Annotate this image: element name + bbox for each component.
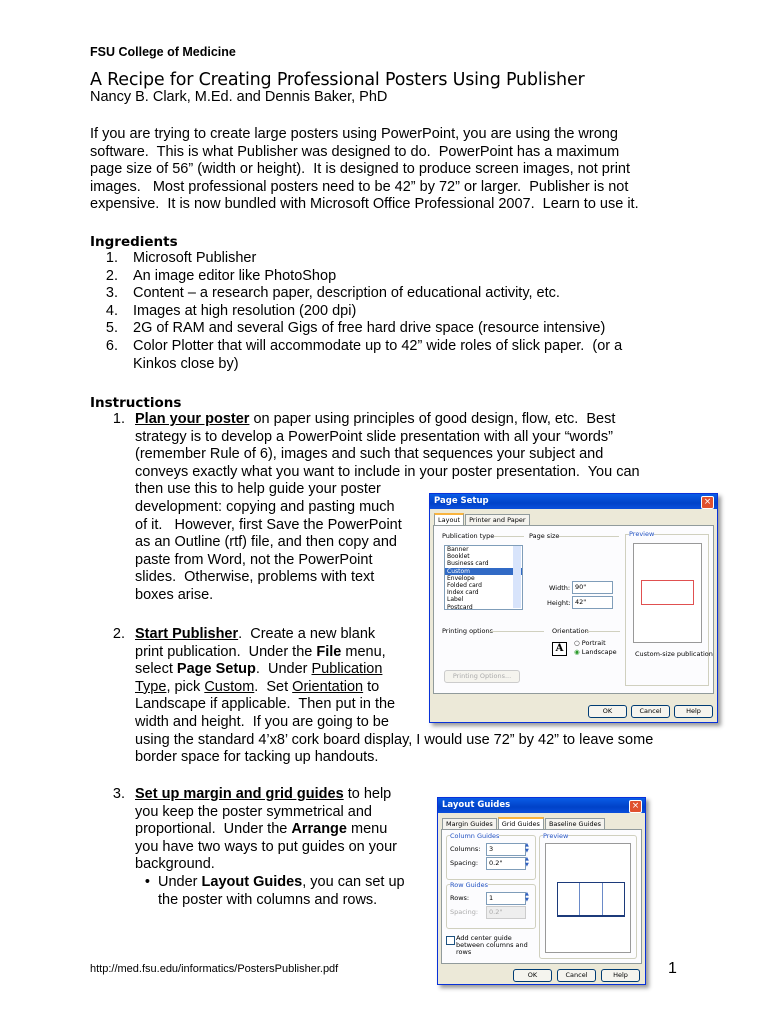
center-guide-checkbox[interactable] — [446, 936, 455, 945]
text-line — [90, 161, 639, 179]
preview-label: Preview — [629, 530, 655, 538]
text-line — [135, 749, 653, 767]
spacing-label: Spacing: — [450, 859, 479, 867]
text-span: Layout Guides — [201, 874, 303, 890]
item-text: Microsoft Publisher — [133, 250, 257, 266]
intro-paragraph — [90, 126, 639, 214]
text-line — [135, 856, 397, 874]
text-line — [135, 804, 397, 822]
text-span: you keep the poster symmetrical and — [135, 803, 372, 820]
ingredients-heading: Ingredients — [90, 234, 178, 250]
orientation-label: Orientation — [552, 627, 589, 635]
item-number: 4. — [105, 302, 118, 319]
text-span: File — [316, 643, 342, 660]
text-span: to help — [343, 786, 392, 802]
radio-landscape[interactable]: ◉ Landscape — [574, 648, 617, 656]
text-span: . Set — [254, 678, 293, 695]
text-span: slides. Otherwise, problems with text — [135, 569, 375, 586]
item-text: Content – a research paper, description of educational activity, etc. — [133, 285, 560, 302]
ok-button[interactable]: OK — [513, 969, 552, 982]
ingredient-item — [90, 285, 690, 303]
ingredient-item — [90, 250, 690, 268]
item-text: 2G of RAM and several Gigs of free hard drive space (resource intensive) — [133, 320, 606, 337]
ok-button[interactable]: OK — [588, 705, 627, 718]
text-span: . Under — [255, 661, 312, 678]
text-line — [90, 196, 639, 214]
item-number: 5. — [105, 320, 118, 337]
text-span: border space for tacking up handouts. — [135, 749, 379, 766]
text-span: using the standard 4’x8’ cork board display, I would use 72” by 42” to leave some — [135, 731, 654, 748]
text-span: Page Setup — [176, 661, 256, 678]
text-span: Landscape if applicable. Then put in the — [135, 696, 396, 713]
instructions-heading: Instructions — [90, 395, 182, 411]
item-number: 6. — [105, 337, 118, 354]
text-span: (remember Rule of 6), images and such that sequences your subject and — [135, 446, 604, 463]
text-span: select — [135, 661, 177, 678]
ingredient-item — [90, 268, 690, 286]
cancel-button[interactable]: Cancel — [631, 705, 670, 718]
text-span: strategy is to develop a PowerPoint slide presentation with all your “words” — [135, 428, 613, 445]
text-span: proportional. Under the — [135, 821, 292, 838]
preview-group — [539, 832, 637, 959]
ingredient-item — [90, 356, 690, 374]
text-span: background. — [135, 856, 215, 873]
radio-portrait[interactable]: ○ Portrait — [574, 639, 606, 647]
preview-label: Preview — [543, 832, 569, 840]
preview-grid — [557, 882, 625, 917]
step-number: 1. — [112, 411, 125, 427]
preview-caption: Custom-size publication — [635, 650, 713, 658]
footer-url[interactable]: http://med.fsu.edu/informatics/PostersPublisher.pdf — [90, 963, 339, 975]
text-span: page size of 56” (width or height). It is designed to produce screen images, not print — [90, 161, 631, 178]
page-setup-tabs — [434, 513, 531, 525]
text-line — [158, 874, 405, 892]
rows-label: Rows: — [450, 894, 470, 902]
page-number: 1 — [668, 960, 677, 977]
orientation-icon: A — [552, 642, 567, 656]
dialog-title: Page Setup — [430, 494, 717, 509]
row-spacing-input[interactable]: 0.2" — [486, 906, 526, 919]
publication-type-option[interactable]: Booklet — [447, 553, 470, 561]
row-guides-label: Row Guides — [450, 881, 489, 889]
columns-label: Columns: — [450, 845, 481, 853]
text-span: you have two ways to put guides on your — [135, 838, 397, 855]
item-text: Color Plotter that will accommodate up to 42” wide roles of slick paper. (or a — [133, 337, 623, 354]
publication-type-option[interactable]: Postcard — [447, 603, 473, 610]
spacing-spinner[interactable]: ▲ ▼ — [525, 856, 529, 868]
org-header: FSU College of Medicine — [90, 45, 236, 59]
publication-type-option[interactable]: Banner — [447, 546, 469, 553]
text-line — [135, 446, 640, 464]
cancel-button[interactable]: Cancel — [557, 969, 596, 982]
page-setup-dialog — [429, 493, 718, 723]
text-span: If you are trying to create large posters using PowerPoint, you are using the wrong — [90, 126, 618, 142]
bullet-layout-guides — [144, 874, 405, 909]
width-input[interactable]: 90" — [572, 581, 613, 594]
step-number: 2. — [112, 626, 125, 642]
text-span: Under — [158, 874, 202, 890]
publication-type-label: Publication type — [442, 532, 495, 540]
help-button[interactable]: Help — [601, 969, 640, 982]
text-line — [158, 892, 405, 910]
text-line — [90, 126, 639, 144]
row-guides-group — [446, 881, 536, 929]
close-icon[interactable]: × — [701, 496, 714, 509]
rows-spinner[interactable]: ▲ ▼ — [525, 891, 529, 903]
bullet: • — [144, 874, 150, 890]
text-span: Orientation — [292, 678, 364, 695]
column-spacing-input[interactable]: 0.2" — [486, 857, 526, 870]
step-number: 3. — [112, 786, 125, 802]
text-span: development: copying and pasting much — [135, 498, 395, 515]
preview-poster — [641, 580, 694, 605]
text-line — [135, 839, 397, 857]
tab-baseline-guides[interactable]: Baseline Guides — [545, 818, 605, 829]
text-line — [135, 429, 640, 447]
publication-type-option[interactable]: Folded card — [447, 582, 482, 590]
text-span: print publication. Under the — [135, 643, 317, 660]
text-span: software. This is what Publisher was designed to do. PowerPoint has a maximum — [90, 143, 620, 160]
text-span: , you can set up — [302, 874, 405, 890]
item-number: 3. — [105, 285, 118, 302]
text-line — [135, 821, 397, 839]
printing-options-button[interactable]: Printing Options... — [444, 670, 520, 683]
columns-input[interactable]: 3 — [486, 843, 526, 856]
column-guides-group — [446, 832, 536, 880]
text-span: of it. However, first Save the PowerPoint — [135, 516, 402, 533]
text-span: to — [363, 678, 380, 695]
page-size-label: Page size — [529, 532, 560, 540]
columns-spinner[interactable]: ▲ ▼ — [525, 842, 529, 854]
text-span: images. Most professional posters need to be 42” by 72” or larger. Publisher is not — [90, 178, 629, 195]
item-text: Images at high resolution (200 dpi) — [133, 302, 357, 319]
text-span: Set up margin and grid guides — [135, 786, 344, 802]
text-span: Plan your poster — [135, 411, 250, 427]
text-span: . Create a new blank — [238, 626, 376, 642]
row-spacing-label: Spacing: — [450, 908, 479, 916]
preview-page — [545, 843, 631, 953]
text-span: Type — [135, 678, 167, 695]
text-span: Arrange — [291, 821, 347, 838]
text-span: Start Publisher — [135, 626, 239, 642]
step-3 — [112, 786, 397, 874]
text-span: the poster with columns and rows. — [158, 891, 378, 908]
layout-guides-dialog — [437, 797, 646, 985]
text-span: , pick — [166, 678, 205, 695]
dialog-title: Layout Guides — [438, 798, 645, 813]
text-span: as an Outline (rtf) file, and then copy and — [135, 534, 397, 551]
publication-type-option[interactable]: Custom — [445, 568, 522, 575]
ingredient-item — [90, 338, 690, 356]
text-span: width and height. If you are going to be — [135, 713, 389, 730]
tab-margin-guides[interactable]: Margin Guides — [442, 818, 497, 829]
document-title: A Recipe for Creating Professional Posters Using Publisher — [90, 70, 585, 90]
tab-layout[interactable]: Layout — [434, 513, 464, 525]
text-span: paste from Word, not the PowerPoint — [135, 551, 373, 568]
tab-printer-and-paper[interactable]: Printer and Paper — [465, 514, 529, 525]
rows-input[interactable]: 1 — [486, 892, 526, 905]
text-line — [90, 144, 639, 162]
printing-options-label: Printing options — [442, 627, 494, 635]
text-span: Custom — [204, 678, 255, 695]
publication-type-option[interactable]: Label — [447, 596, 464, 604]
layout-panel — [433, 525, 714, 694]
text-span: boxes arise. — [135, 586, 214, 603]
height-input[interactable]: 42" — [572, 596, 613, 609]
close-icon[interactable]: × — [629, 800, 642, 813]
text-span: on paper using principles of good design, flow, etc. Best — [249, 411, 616, 427]
text-span: menu — [346, 821, 388, 838]
text-span: conveys exactly what you want to include in your poster presentation. You can — [135, 463, 640, 480]
text-line — [135, 786, 397, 804]
height-label: Height: — [547, 599, 571, 607]
publication-type-option[interactable]: Index card — [447, 589, 479, 597]
item-number: 2. — [105, 267, 118, 284]
item-text: Kinkos close by) — [133, 355, 239, 372]
width-label: Width: — [549, 584, 571, 592]
preview-page — [633, 543, 702, 643]
ingredient-item — [90, 303, 690, 321]
publication-type-option[interactable]: Business card — [447, 560, 489, 568]
text-span: Publication — [311, 661, 383, 678]
text-line — [135, 732, 653, 750]
grid-guides-panel — [441, 829, 642, 964]
publication-type-list[interactable] — [444, 545, 523, 610]
publication-type-option[interactable]: Envelope — [447, 574, 475, 582]
text-line — [90, 179, 639, 197]
help-button[interactable]: Help — [674, 705, 713, 718]
item-number: 1. — [105, 250, 118, 266]
authors: Nancy B. Clark, M.Ed. and Dennis Baker, PhD — [90, 89, 388, 105]
list-scrollbar[interactable] — [513, 546, 521, 608]
column-guides-label: Column Guides — [450, 832, 500, 840]
preview-group — [625, 530, 713, 686]
ingredients-list — [90, 250, 690, 373]
layout-guides-tabs — [442, 817, 606, 829]
text-line — [135, 464, 640, 482]
text-span: then use this to help guide your poster — [135, 481, 381, 498]
text-span: menu, — [341, 643, 386, 660]
tab-grid-guides[interactable]: Grid Guides — [498, 817, 544, 829]
ingredient-item — [90, 320, 690, 338]
item-text: An image editor like PhotoShop — [133, 267, 337, 284]
center-guide-label: Add center guide between columns and rows — [456, 934, 528, 956]
text-line — [135, 411, 640, 429]
text-span: expensive. It is now bundled with Microsoft Office Professional 2007. Learn to use it. — [90, 196, 639, 213]
